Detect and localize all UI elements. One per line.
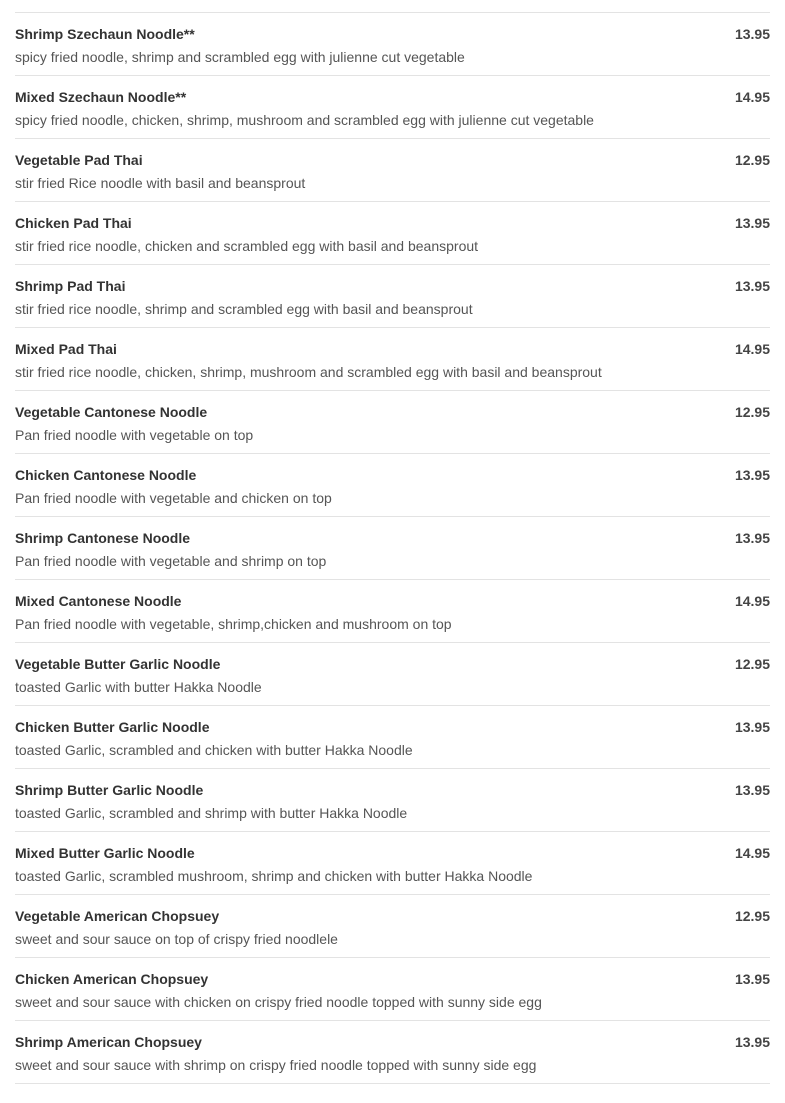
item-price: 14.95: [734, 89, 770, 105]
item-description: toasted Garlic, scrambled and chicken with butter Hakka Noodle: [15, 742, 413, 758]
menu-item[interactable]: [15, 895, 770, 958]
menu-item[interactable]: [15, 643, 770, 706]
menu-item[interactable]: [15, 706, 770, 769]
menu-item[interactable]: [15, 454, 770, 517]
item-description: Pan fried noodle with vegetable and shrimp on top: [15, 553, 327, 569]
menu-item[interactable]: [15, 328, 770, 391]
item-name: Chicken Cantonese Noodle: [15, 467, 197, 483]
menu-item[interactable]: [15, 832, 770, 895]
item-name: Mixed Butter Garlic Noodle: [15, 845, 195, 861]
item-name: Shrimp Pad Thai: [15, 278, 126, 294]
item-price: 14.95: [734, 341, 770, 357]
item-description: toasted Garlic, scrambled and shrimp with butter Hakka Noodle: [15, 805, 408, 821]
item-description: sweet and sour sauce with shrimp on crispy fried noodle topped with sunny side egg: [15, 1057, 537, 1073]
item-name: Vegetable American Chopsuey: [15, 908, 220, 924]
item-price: 13.95: [734, 1034, 770, 1050]
item-price: 13.95: [734, 26, 770, 42]
item-description: sweet and sour sauce with chicken on crispy fried noodle topped with sunny side egg: [15, 994, 542, 1010]
item-name: Vegetable Pad Thai: [15, 152, 143, 168]
menu-item[interactable]: [15, 1021, 770, 1084]
item-description: sweet and sour sauce on top of crispy fried noodlele: [15, 931, 338, 947]
item-price: 13.95: [734, 719, 770, 735]
item-description: Pan fried noodle with vegetable on top: [15, 427, 254, 443]
menu-item[interactable]: [15, 265, 770, 328]
item-description: Pan fried noodle with vegetable, shrimp,chicken and mushroom on top: [15, 616, 452, 632]
menu-item[interactable]: [15, 958, 770, 1021]
item-name: Chicken Butter Garlic Noodle: [15, 719, 210, 735]
item-name: Chicken American Chopsuey: [15, 971, 209, 987]
menu-item[interactable]: [15, 769, 770, 832]
item-description: stir fried rice noodle, chicken, shrimp, mushroom and scrambled egg with basil and beansprout: [15, 364, 602, 380]
item-price: 13.95: [734, 782, 770, 798]
item-description: spicy fried noodle, chicken, shrimp, mushroom and scrambled egg with julienne cut vegetable: [15, 112, 594, 128]
item-price: 13.95: [734, 971, 770, 987]
item-description: stir fried Rice noodle with basil and beansprout: [15, 175, 306, 191]
item-price: 12.95: [734, 656, 770, 672]
item-name: Mixed Pad Thai: [15, 341, 117, 357]
item-name: Shrimp Butter Garlic Noodle: [15, 782, 204, 798]
item-price: 13.95: [734, 467, 770, 483]
item-name: Vegetable Cantonese Noodle: [15, 404, 208, 420]
item-name: Shrimp Cantonese Noodle: [15, 530, 191, 546]
item-price: 13.95: [734, 215, 770, 231]
menu-item[interactable]: [15, 13, 770, 76]
item-description: stir fried rice noodle, shrimp and scrambled egg with basil and beansprout: [15, 301, 473, 317]
item-description: toasted Garlic, scrambled mushroom, shrimp and chicken with butter Hakka Noodle: [15, 868, 533, 884]
item-description: toasted Garlic with butter Hakka Noodle: [15, 679, 262, 695]
item-price: 13.95: [734, 530, 770, 546]
menu-item[interactable]: [15, 139, 770, 202]
item-price: 14.95: [734, 593, 770, 609]
menu-list: [15, 12, 770, 1084]
item-name: Mixed Szechaun Noodle**: [15, 89, 187, 105]
menu-item[interactable]: [15, 391, 770, 454]
item-price: 12.95: [734, 152, 770, 168]
item-description: spicy fried noodle, shrimp and scrambled egg with julienne cut vegetable: [15, 49, 465, 65]
item-name: Shrimp American Chopsuey: [15, 1034, 202, 1050]
menu-item[interactable]: [15, 76, 770, 139]
item-price: 12.95: [734, 908, 770, 924]
menu-item[interactable]: [15, 517, 770, 580]
item-name: Vegetable Butter Garlic Noodle: [15, 656, 221, 672]
item-price: 14.95: [734, 845, 770, 861]
menu-item[interactable]: [15, 580, 770, 643]
item-name: Mixed Cantonese Noodle: [15, 593, 182, 609]
item-description: Pan fried noodle with vegetable and chicken on top: [15, 490, 332, 506]
item-price: 12.95: [734, 404, 770, 420]
item-name: Shrimp Szechaun Noodle**: [15, 26, 195, 42]
item-description: stir fried rice noodle, chicken and scrambled egg with basil and beansprout: [15, 238, 479, 254]
item-price: 13.95: [734, 278, 770, 294]
item-name: Chicken Pad Thai: [15, 215, 132, 231]
menu-item[interactable]: [15, 202, 770, 265]
